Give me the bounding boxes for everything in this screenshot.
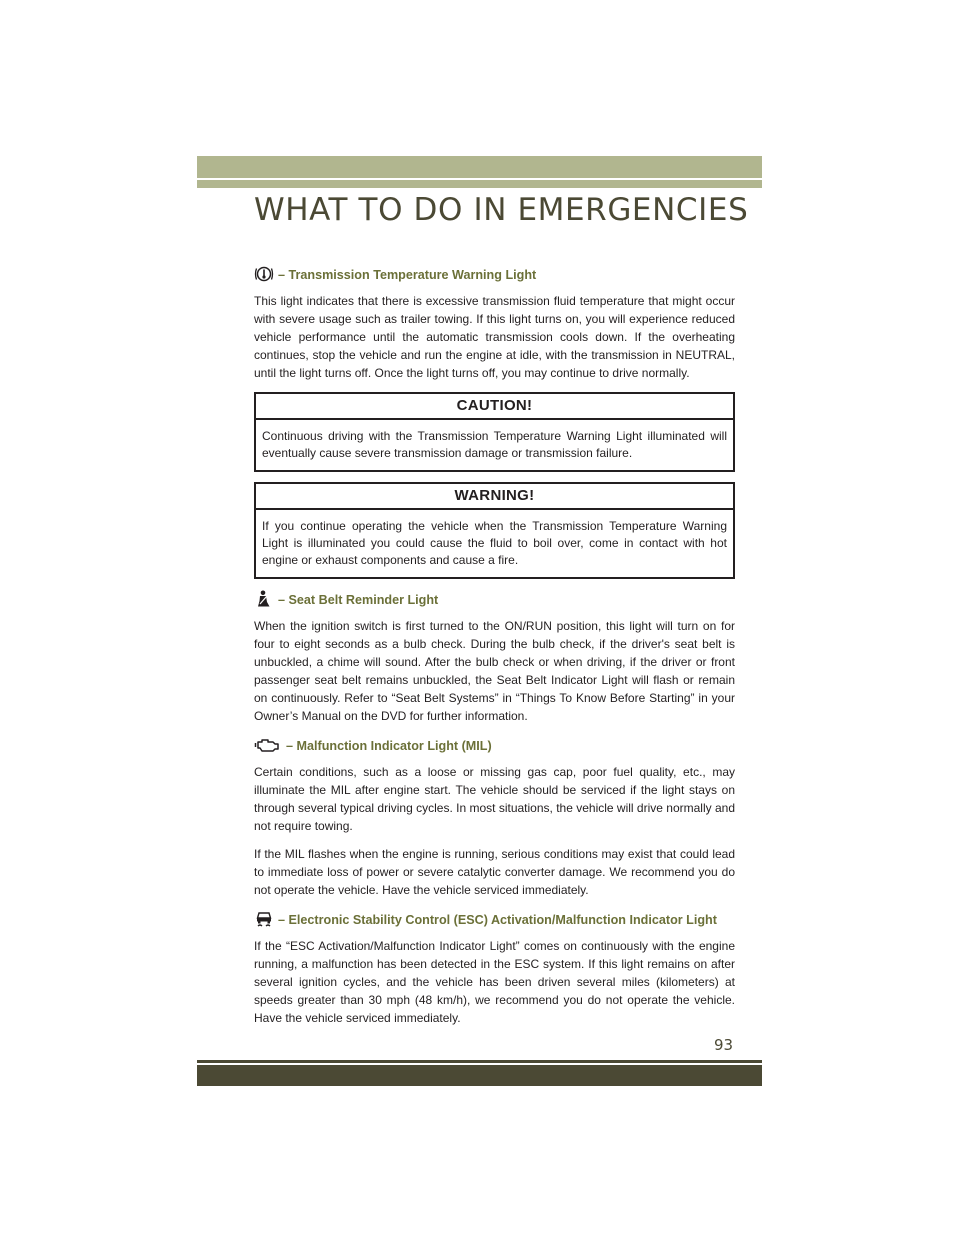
page-content — [254, 264, 735, 1037]
footer-band — [197, 1065, 762, 1086]
seatbelt-heading — [254, 589, 735, 611]
caution-box — [254, 392, 735, 472]
transmission-heading — [254, 264, 735, 286]
esc-paragraph: If the “ESC Activation/Malfunction Indicator Light” comes on continuously with the engine running, a malfunction has been detected in the ESC system. If this light remains on after several ignition cycles, and the vehicle has been driven several miles (kilometers) at speeds greater than 30 mph (48 km/h), we recommend you do not operate the vehicle. Have the vehicle serviced immediately. — [254, 939, 735, 1025]
page-number: 93 — [714, 1036, 734, 1054]
transmission-heading-text: – Transmission Temperature Warning Light — [278, 268, 537, 282]
transmission-temperature-icon — [254, 265, 276, 285]
seat-belt-icon — [254, 590, 276, 610]
seatbelt-paragraph: When the ignition switch is first turned to the ON/RUN position, this light will turn on for four to eight seconds as a bulb check. During the bulb check, if the driver's seat belt is unbuckled, a chime will sound. After the bulb check or when driving, if the driver or front passenger seat belt remains unbuckled, the Seat Belt Indicator Light will flash or remain on continuously. Refer to “Seat Belt Systems” in “Things To Know Before Starting” in your Owner’s Manual on the DVD for further information. — [254, 619, 735, 723]
seatbelt-heading-text: – Seat Belt Reminder Light — [278, 593, 439, 607]
engine-icon — [254, 736, 284, 756]
esc-icon — [254, 910, 276, 930]
section-title: WHAT TO DO IN EMERGENCIES — [254, 192, 749, 228]
caution-title: CAUTION! — [256, 394, 733, 420]
caution-text: Continuous driving with the Transmission Temperature Warning Light illuminated will eventually cause severe transmission damage or transmission failure. — [262, 429, 727, 460]
mil-paragraph-1: Certain conditions, such as a loose or missing gas cap, poor fuel quality, etc., may illuminate the MIL after engine start. The vehicle should be serviced if the light stays on through several typical driving cycles. In most situations, the vehicle will drive normally and not require towing. — [254, 765, 735, 833]
warning-title: WARNING! — [256, 484, 733, 510]
esc-heading-text: – Electronic Stability Control (ESC) Activation/Malfunction Indicator Light — [278, 913, 717, 927]
esc-heading — [254, 909, 735, 931]
header-band-line — [197, 180, 762, 188]
warning-box — [254, 482, 735, 579]
mil-heading-text: – Malfunction Indicator Light (MIL) — [286, 739, 492, 753]
mil-paragraph-2: If the MIL flashes when the engine is running, serious conditions may exist that could lead to immediate loss of power or severe catalytic converter damage. We recommend you do not operate the vehicle. Have the vehicle serviced immediately. — [254, 847, 735, 897]
warning-text: If you continue operating the vehicle when the Transmission Temperature Warning Light is illuminated you could cause the fluid to boil over, come in contact with hot engine or exhaust components and cause a fire. — [262, 519, 727, 567]
transmission-paragraph: This light indicates that there is excessive transmission fluid temperature that might occur with severe usage such as trailer towing. If this light turns on, you will experience reduced vehicle performance until the automatic transmission cools down. If the overheating continues, stop the vehicle and run the engine at idle, with the transmission in NEUTRAL, until the light turns off. Once the light turns off, you may continue to drive normally. — [254, 294, 735, 380]
header-band — [197, 156, 762, 178]
mil-heading — [254, 735, 735, 757]
footer-band-line — [197, 1060, 762, 1063]
